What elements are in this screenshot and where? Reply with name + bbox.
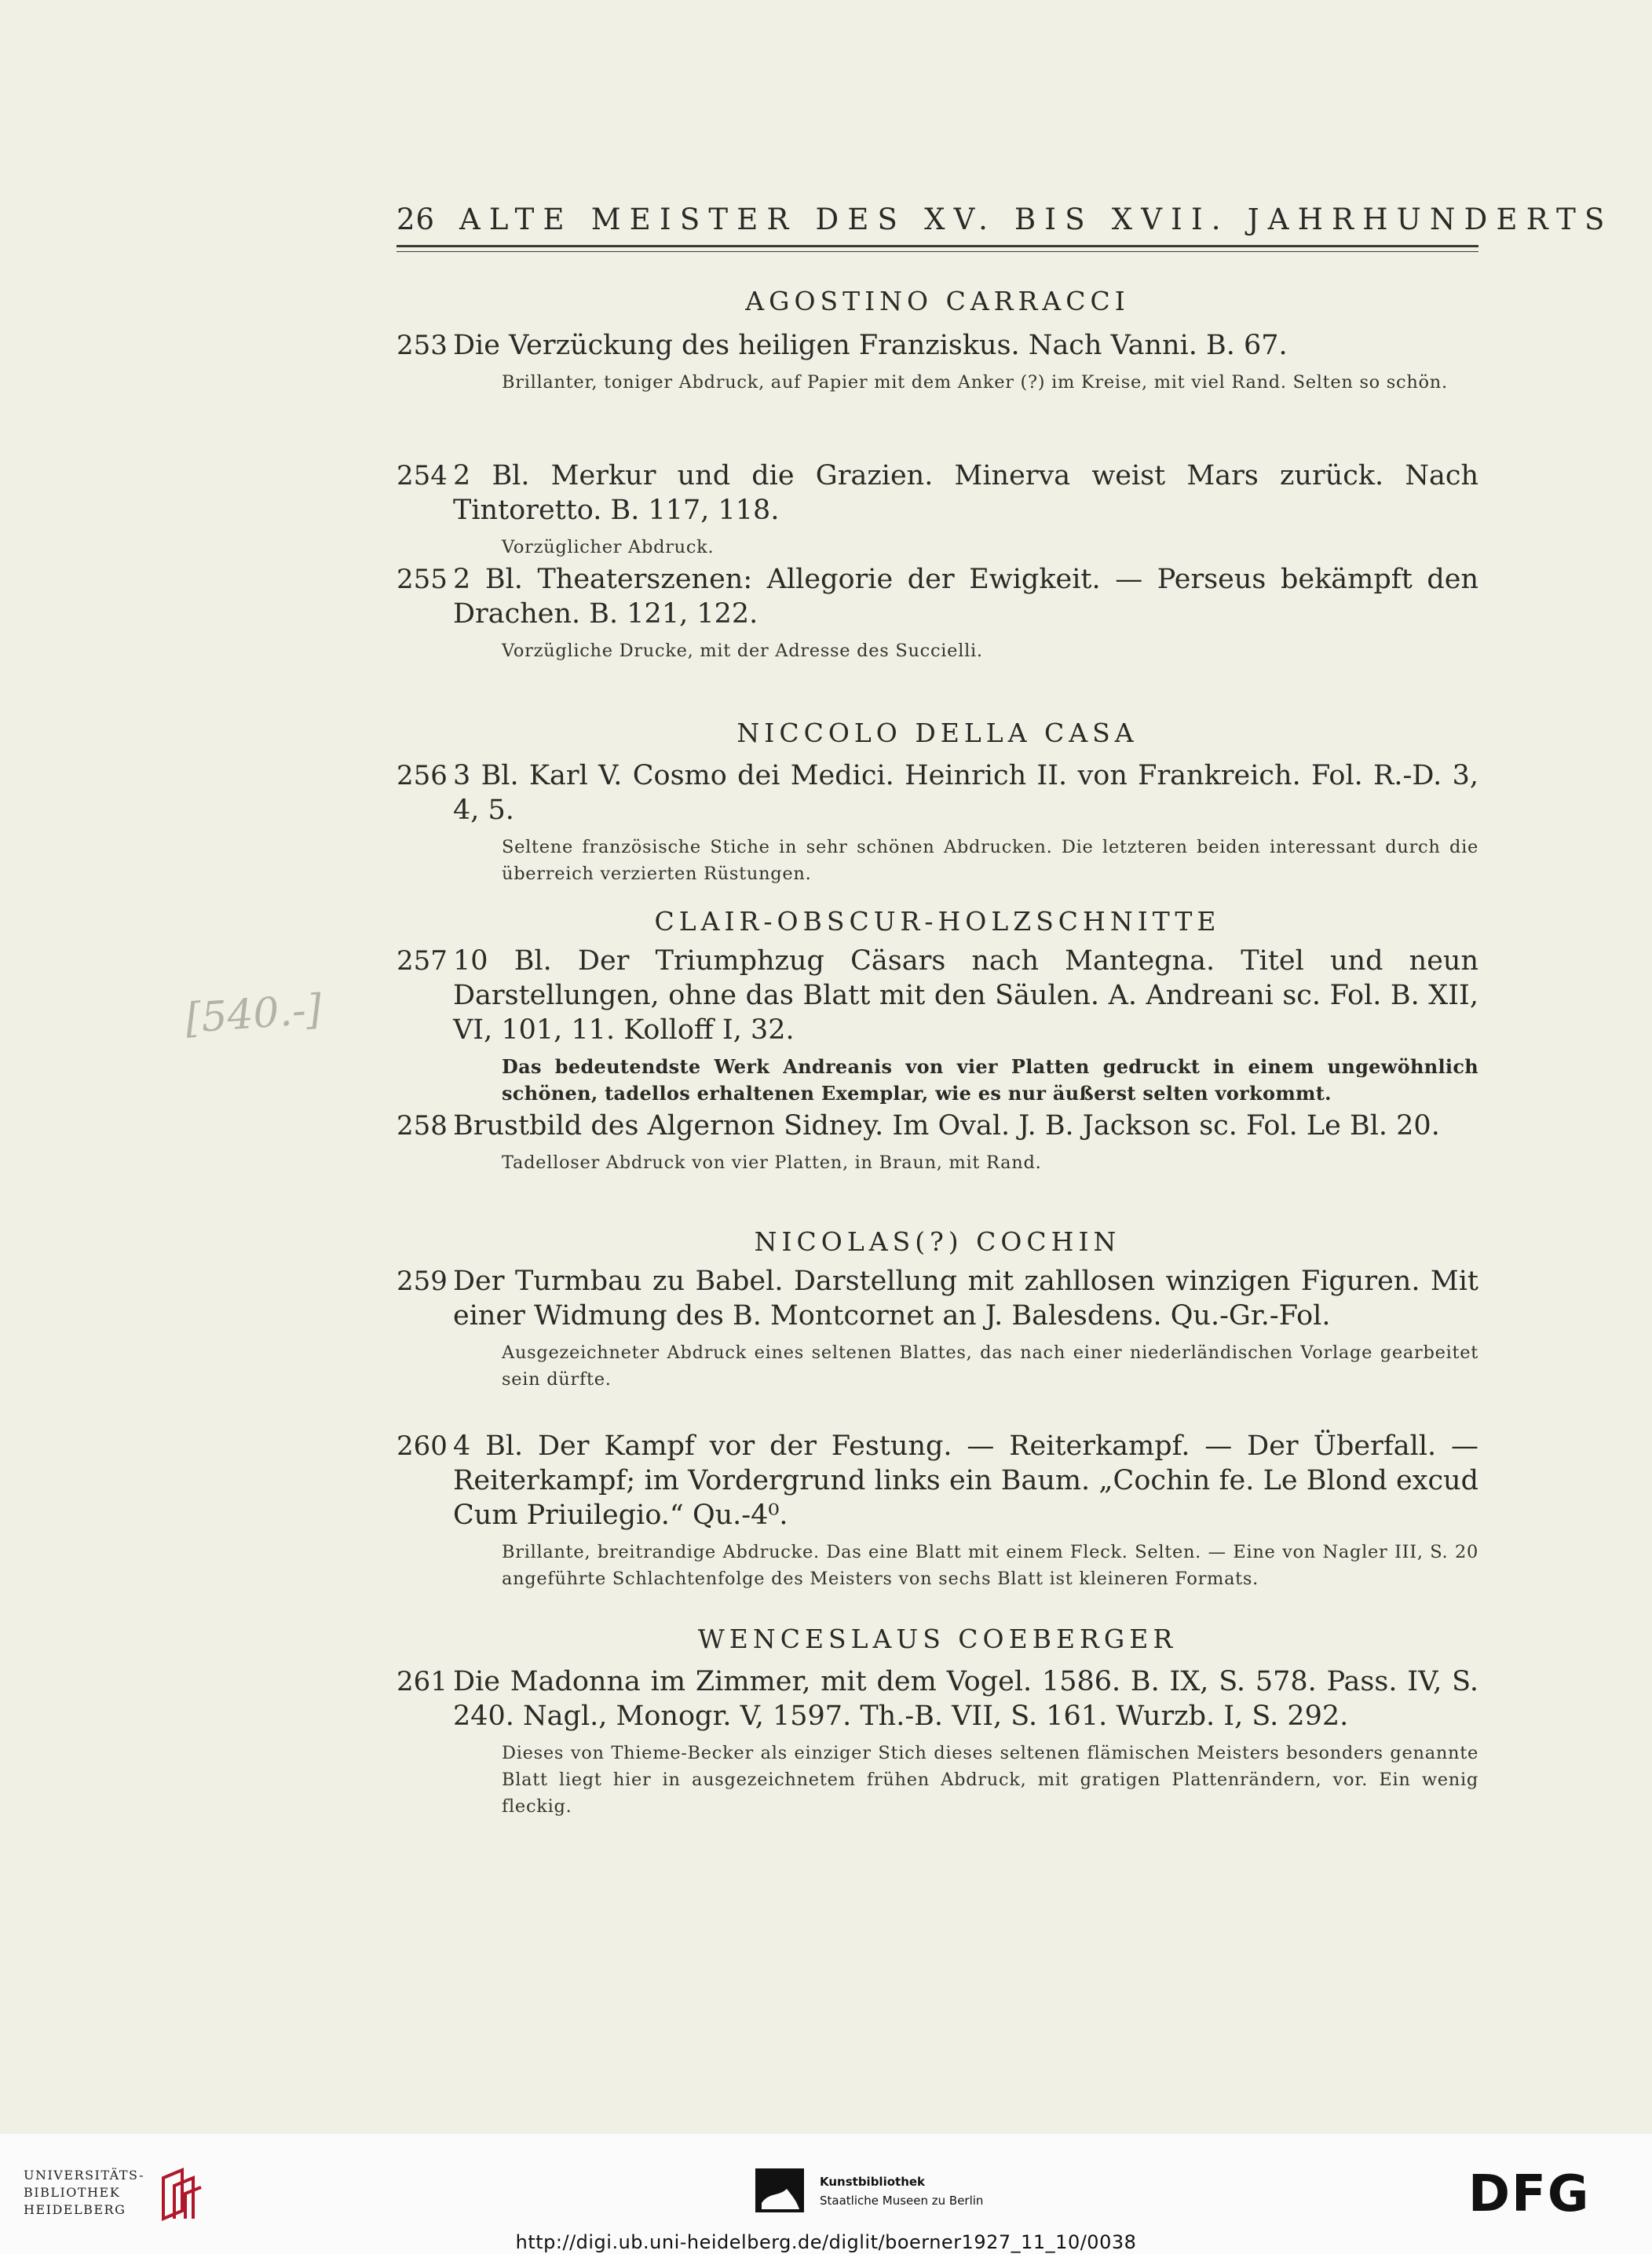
- section-heading-clair-obscur: CLAIR-OBSCUR-HOLZSCHNITTE: [654, 906, 1221, 937]
- dfg-logo[interactable]: DFG: [1468, 2165, 1591, 2223]
- lot-number: 255: [397, 564, 448, 595]
- lot-note: Vorzügliche Drucke, mit der Adresse des Succielli.: [502, 641, 983, 661]
- kunstbibliothek-eagle-icon: [755, 2168, 804, 2212]
- header-rule: [397, 245, 1478, 247]
- heidelberg-emblem-icon: [155, 2167, 206, 2222]
- lot-title: Brustbild des Algernon Sidney. Im Oval. J. B. Jackson sc. Fol. Le Bl. 20.: [453, 1110, 1440, 1142]
- section-heading-cochin: NICOLAS(?) COCHIN: [754, 1226, 1121, 1257]
- lot-261: [397, 1664, 1478, 1820]
- lot-260: [397, 1429, 1478, 1592]
- kunstbibliothek-logo[interactable]: [755, 2157, 1038, 2220]
- lot-253: [397, 328, 1478, 396]
- header-rule-thin: [397, 251, 1478, 252]
- lot-note: Vorzüglicher Abdruck.: [502, 537, 715, 557]
- lot-257: [397, 944, 1478, 1107]
- lot-256: [397, 758, 1478, 887]
- lot-note: Seltene französische Stiche in sehr schönen Abdrucken. Die letzteren beiden interessant durch die überreich verzierten Rüstungen.: [502, 837, 1478, 884]
- lot-number: 261: [397, 1666, 448, 1697]
- lot-note: Dieses von Thieme-Becker als einziger Stich dieses seltenen flämischen Meisters besonders genannte Blatt liegt hier in ausgezeichnetem frühen Abdruck, mit gratigen Plattenrändern, vor. Ein wenig fleckig.: [502, 1743, 1478, 1817]
- lot-258: [397, 1109, 1478, 1176]
- heidelberg-logo[interactable]: [24, 2167, 212, 2222]
- kunstbibliothek-subtitle: Staatliche Museen zu Berlin: [820, 2194, 984, 2208]
- lot-title: Die Verzückung des heiligen Franziskus. Nach Vanni. B. 67.: [453, 330, 1288, 361]
- running-title: ALTE MEISTER DES XV. BIS XVII. JAHRHUNDERTS: [459, 203, 1614, 236]
- lot-number: 259: [397, 1266, 448, 1297]
- lot-title: 3 Bl. Karl V. Cosmo dei Medici. Heinrich II. von Frankreich. Fol. R.-D. 3, 4, 5.: [453, 760, 1478, 826]
- lot-title: 2 Bl. Merkur und die Grazien. Minerva weist Mars zurück. Nach Tintoretto. B. 117, 118.: [453, 460, 1478, 526]
- lot-title: 10 Bl. Der Triumphzug Cäsars nach Mantegna. Titel und neun Darstellungen, ohne das Blatt mit den Säulen. A. Andreani sc. Fol. B. XII, VI, 101, 11. Kolloff I, 32.: [453, 945, 1478, 1046]
- lot-259: [397, 1264, 1478, 1393]
- lot-note: Brillante, breitrandige Abdrucke. Das eine Blatt mit einem Fleck. Selten. — Eine von Nagler III, S. 20 angeführte Schlachtenfolge des Meisters von sechs Blatt ist kleineren Formats.: [502, 1542, 1478, 1589]
- lot-note: Das bedeutendste Werk Andreanis von vier Platten gedruckt in einem ungewöhnlich schönen, tadellos erhaltenen Exemplar, wie es nur äußerst selten vorkommt.: [502, 1055, 1478, 1105]
- pencil-price-note: [540.-]: [184, 986, 323, 1043]
- lot-number: 254: [397, 460, 448, 491]
- lot-255: [397, 562, 1478, 664]
- heidelberg-logo-text: UNIVERSITÄTS- BIBLIOTHEK HEIDELBERG: [24, 2168, 144, 2217]
- lot-title: 2 Bl. Theaterszenen: Allegorie der Ewigkeit. — Perseus bekämpft den Drachen. B. 121, 122.: [453, 564, 1478, 630]
- lot-note: Brillanter, toniger Abdruck, auf Papier mit dem Anker (?) im Kreise, mit viel Rand. Selten so schön.: [502, 372, 1448, 393]
- permalink-url[interactable]: http://digi.ub.uni-heidelberg.de/diglit/boerner1927_11_10/0038: [515, 2231, 1137, 2253]
- section-heading-casa: NICCOLO DELLA CASA: [736, 718, 1138, 748]
- lot-number: 260: [397, 1430, 448, 1462]
- lot-note: Tadelloser Abdruck von vier Platten, in Braun, mit Rand.: [502, 1153, 1042, 1173]
- lot-number: 258: [397, 1110, 448, 1142]
- lot-title: Der Turmbau zu Babel. Darstellung mit zahllosen winzigen Figuren. Mit einer Widmung des B. Montcornet an J. Balesdens. Qu.-Gr.-Fol.: [453, 1266, 1478, 1332]
- page-number: 26: [397, 203, 436, 236]
- running-head: [397, 203, 1614, 242]
- lot-number: 256: [397, 760, 448, 791]
- digitization-footer: [0, 2134, 1652, 2254]
- lot-title: Die Madonna im Zimmer, mit dem Vogel. 1586. B. IX, S. 578. Pass. IV, S. 240. Nagl., Monogr. V, 1597. Th.-B. VII, S. 161. Wurzb. I, S. 292.: [453, 1666, 1478, 1732]
- lot-number: 253: [397, 330, 448, 361]
- section-heading-coeberger: WENCESLAUS COEBERGER: [697, 1624, 1178, 1654]
- lot-number: 257: [397, 945, 448, 977]
- section-heading-carracci: AGOSTINO CARRACCI: [745, 286, 1130, 316]
- kunstbibliothek-name: Kunstbibliothek: [820, 2175, 926, 2189]
- lot-254: [397, 458, 1478, 561]
- lot-title: 4 Bl. Der Kampf vor der Festung. — Reiterkampf. — Der Überfall. — Reiterkampf; im Vordergrund links ein Baum. „Cochin fe. Le Blond excud Cum Priuilegio.“ Qu.-4⁰.: [453, 1430, 1478, 1531]
- lot-note: Ausgezeichneter Abdruck eines seltenen Blattes, das nach einer niederländischen Vorlage gearbeitet sein dürfte.: [502, 1343, 1478, 1390]
